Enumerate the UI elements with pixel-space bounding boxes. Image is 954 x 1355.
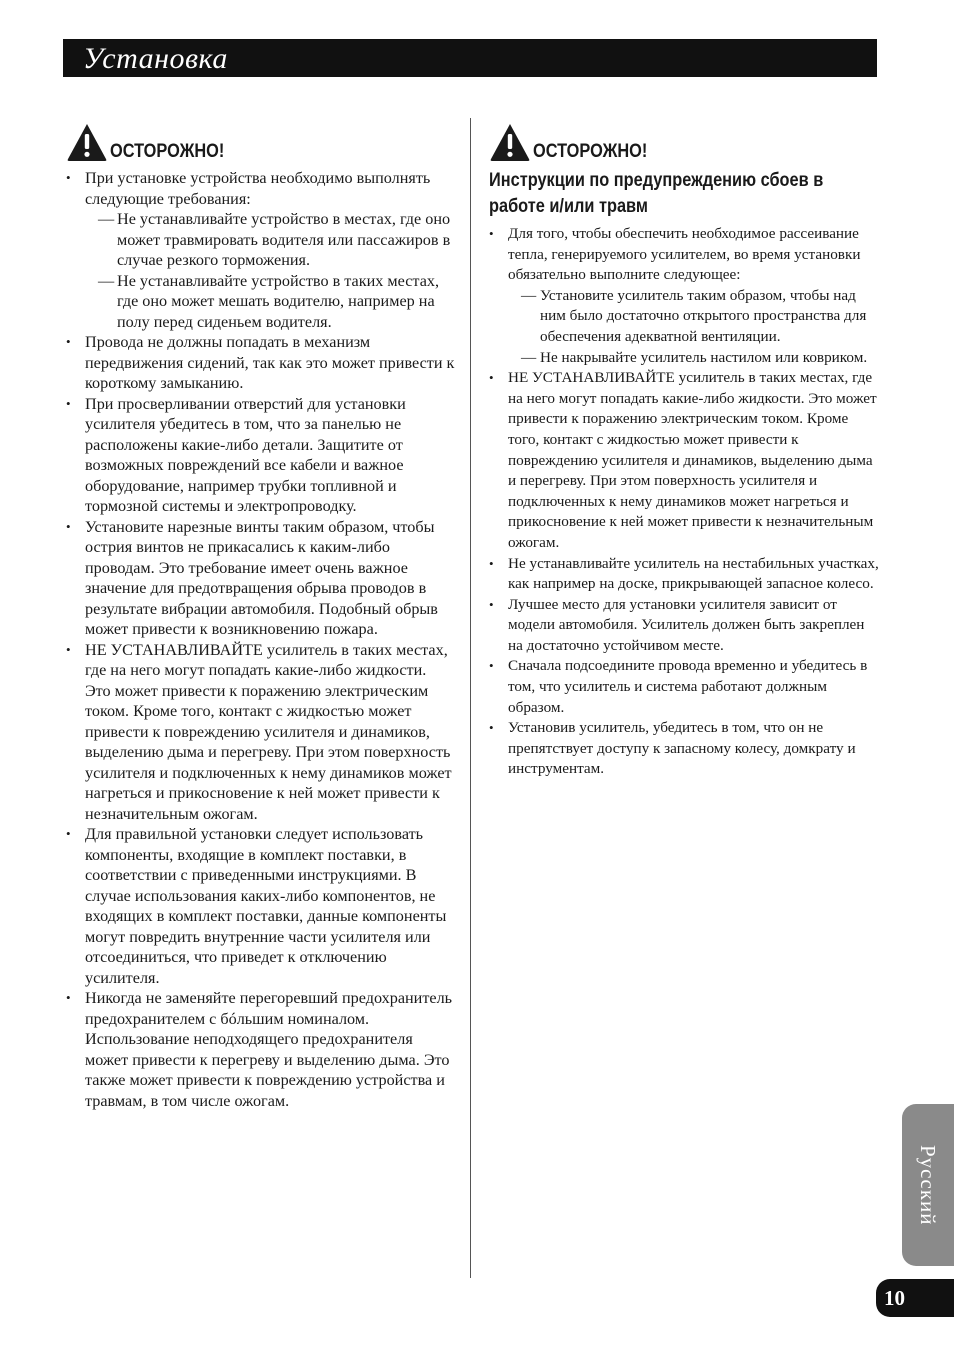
- sub-list-item: — Не накрывайте усилитель настилом или ковриком.: [508, 348, 879, 369]
- caution-list: [489, 224, 879, 780]
- caution-heading: [66, 120, 456, 162]
- page-number-tab: [876, 1279, 954, 1317]
- sub-list: [508, 286, 879, 368]
- list-item: • При просверливании отверстий для установки усилителя убедитесь в том, что за панелью не расположены какие-либо детали. Защитите от возможных повреждений все кабели и важное оборудование, например трубки топливной и тормозной системы и электропроводку.: [66, 394, 456, 517]
- list-item: • Никогда не заменяйте перегоревший предохранитель предохранителем с бóльшим номиналом. Использование неподходящего предохранителя может привести к перегреву и выделению дыма. Это также может привести к повреждению устройства и травмам, в том числе ожогам.: [66, 988, 456, 1111]
- page-title: Установка: [83, 42, 228, 75]
- sub-list: [85, 209, 456, 332]
- list-item: [489, 224, 879, 368]
- language-label: Русский: [916, 1144, 940, 1226]
- caution-label: ОСТОРОЖНО!: [533, 141, 648, 162]
- right-column: [489, 120, 879, 780]
- list-item: [66, 168, 456, 332]
- caution-label: ОСТОРОЖНО!: [110, 141, 225, 162]
- list-item: • НЕ УСТАНАВЛИВАЙТЕ усилитель в таких местах, где на него могут попадать какие-либо жидкости. Это может привести к поражению электрическим током. Кроме того, контакт с жидкостью может привести к повреждению усилителя и динамиков, выделению дыма и перегреву. При этом поверхность усилителя и подключенных к нему динамиков может нагреться и прикосновение к ней может привести к незначительным ожогам.: [489, 368, 879, 553]
- warning-triangle-icon: [66, 122, 108, 162]
- column-divider: [470, 118, 471, 1278]
- caution-list: [66, 168, 456, 1111]
- list-item: • Провода не должны попадать в механизм передвижения сидений, так как это может привести к короткому замыканию.: [66, 332, 456, 394]
- list-item: • Лучшее место для установки усилителя зависит от модели автомобиля. Усилитель должен быть закреплен на достаточно устойчивом месте.: [489, 595, 879, 657]
- list-item: • НЕ УСТАНАВЛИВАЙТЕ усилитель в таких местах, где на него могут попадать какие-либо жидкости. Это может привести к поражению электрическим током. Кроме того, контакт с жидкостью может привести к повреждению усилителя и динамиков, выделению дыма и перегреву. При этом поверхность усилителя и подключенных к нему динамиков может нагреться и прикосновение к ней может привести к незначительным ожогам.: [66, 640, 456, 825]
- list-item: • Установив усилитель, убедитесь в том, что он не препятствует доступу к запасному колесу, домкрату и инструментам.: [489, 718, 879, 780]
- warning-triangle-icon: [489, 122, 531, 162]
- left-column: [66, 120, 456, 1111]
- header-bar: [63, 39, 877, 77]
- list-item: • Сначала подсоедините провода временно и убедитесь в том, что усилитель и система работают должным образом.: [489, 656, 879, 718]
- list-item: • Установите нарезные винты таким образом, чтобы острия винтов не прикасались к каким-либо проводам. Это требование имеет очень важное значение для предотвращения обрыва проводов в результате вибрации автомобиля. Подобный обрыв может привести к возникновению пожара.: [66, 517, 456, 640]
- list-item: • Для правильной установки следует использовать компоненты, входящие в комплект поставки, в соответствии с приведенными инструкциями. В случае использования каких-либо компонентов, не входящих в комплект поставки, данные компоненты могут повредить внутренние части усилителя или отсоединиться, что приведет к отключению усилителя.: [66, 824, 456, 988]
- sub-list-item: — Не устанавливайте устройство в местах, где оно может травмировать водителя или пассажиров в случае резкого торможения.: [85, 209, 456, 271]
- page-number: 10: [884, 1286, 905, 1310]
- language-tab: [902, 1104, 954, 1266]
- list-item-text: При установке устройства необходимо выполнять следующие требования:: [85, 169, 431, 208]
- list-item-text: Для того, чтобы обеспечить необходимое рассеивание тепла, генерируемого усилителем, во время установки обязательно выполните следующее:: [508, 225, 861, 284]
- sub-list-item: — Установите усилитель таким образом, чтобы над ним было достаточно открытого пространства для обеспечения адекватной вентиляции.: [508, 286, 879, 348]
- section-subheading: Инструкции по предупреждению сбоев в работе и/или травм: [489, 170, 824, 217]
- caution-heading: [489, 120, 879, 162]
- sub-list-item: — Не устанавливайте устройство в таких местах, где оно может мешать водителю, например на полу перед сиденьем водителя.: [85, 271, 456, 333]
- list-item: • Не устанавливайте усилитель на нестабильных участках, как например на доске, прикрывающей запасное колесо.: [489, 554, 879, 595]
